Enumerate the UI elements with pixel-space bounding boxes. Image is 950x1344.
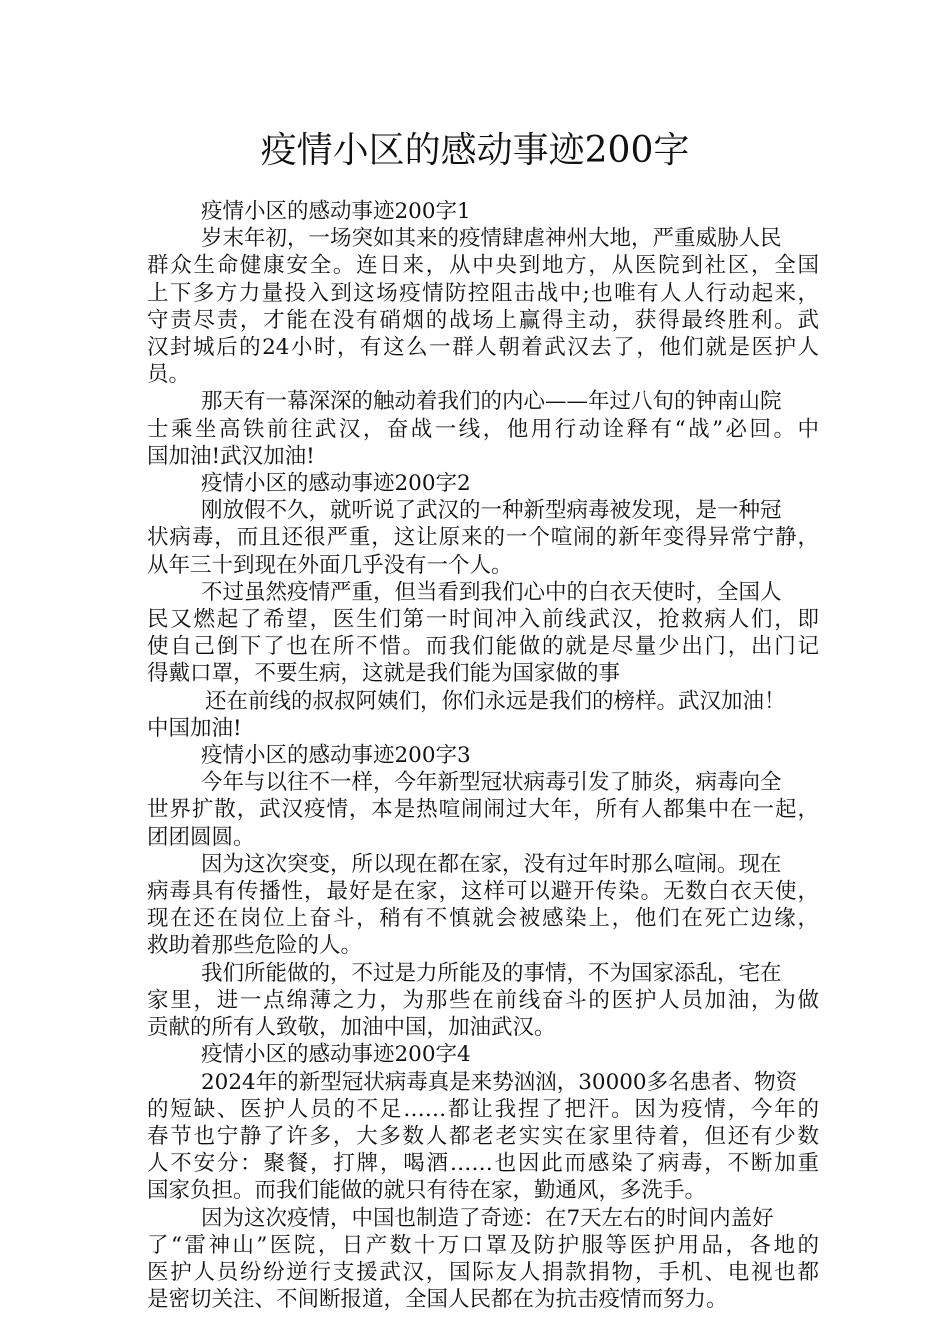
text-line: 我们所能做的，不过是力所能及的事情，不为国家添乱，宅在 bbox=[201, 960, 782, 986]
text-line: 疫情小区的感动事迹200字4 bbox=[201, 1042, 471, 1068]
text-line: 因为这次疫情，中国也制造了奇迹：在7天左右的时间内盖好 bbox=[201, 1205, 774, 1231]
text-line: 救助着那些危险的人。 bbox=[147, 933, 363, 959]
text-line: 员。 bbox=[147, 362, 191, 388]
document-body bbox=[147, 198, 819, 1313]
text-line: 还在前线的叔叔阿姨们，你们永远是我们的榜样。武汉加油！ bbox=[205, 688, 786, 714]
text-line: 状病毒，而且还很严重，这让原来的一个喧闹的新年变得异常宁静， bbox=[147, 525, 819, 551]
text-line: 那天有一幕深深的触动着我们的内心——年过八旬的钟南山院 bbox=[201, 389, 782, 415]
text-line: 国加油!武汉加油! bbox=[147, 443, 315, 469]
text-line: 今年与以往不一样，今年新型冠状病毒引发了肺炎，病毒向全 bbox=[201, 770, 782, 796]
text-line: 刚放假不久，就听说了武汉的一种新型病毒被发现，是一种冠 bbox=[201, 498, 782, 524]
text-line: 贡献的所有人致敬，加油中国，加油武汉。 bbox=[147, 1015, 556, 1041]
text-line: 上下多方力量投入到这场疫情防控阻击战中;也唯有人人行动起来， bbox=[147, 280, 819, 306]
text-line: 团团圆圆。 bbox=[147, 824, 255, 850]
text-line: 因为这次突变，所以现在都在家，没有过年时那么喧闹。现在 bbox=[201, 851, 782, 877]
text-line: 守责尽责，才能在没有硝烟的战场上赢得主动，获得最终胜利。武 bbox=[147, 307, 819, 333]
text-line: 中国加油! bbox=[147, 715, 242, 741]
text-line: 2024年的新型冠状病毒真是来势汹汹，30000多名患者、物资 bbox=[201, 1069, 798, 1095]
text-line: 疫情小区的感动事迹200字2 bbox=[201, 471, 471, 497]
text-line: 从年三十到现在外面几乎没有一个人。 bbox=[147, 552, 513, 578]
text-line: 人不安分：聚餐，打牌，喝酒……也因此而感染了病毒，不断加重 bbox=[147, 1151, 819, 1177]
text-line: 病毒具有传播性，最好是在家，这样可以避开传染。无数白衣天使， bbox=[147, 879, 819, 905]
text-line: 使自己倒下了也在所不惜。而我们能做的就是尽量少出门，出门记 bbox=[147, 634, 819, 660]
text-line: 春节也宁静了许多，大多数人都老老实实在家里待着，但还有少数 bbox=[147, 1123, 819, 1149]
text-line: 医护人员纷纷逆行支援武汉，国际友人捐款捐物，手机、电视也都 bbox=[147, 1259, 819, 1285]
text-line: 疫情小区的感动事迹200字1 bbox=[201, 199, 471, 224]
text-line: 疫情小区的感动事迹200字3 bbox=[201, 743, 471, 769]
text-line: 岁末年初，一场突如其来的疫情肆虐神州大地，严重威胁人民 bbox=[201, 226, 782, 252]
text-line: 得戴口罩，不要生病，这就是我们能为国家做的事 bbox=[147, 661, 621, 687]
text-line: 是密切关注、不间断报道，全国人民都在为抗击疫情而努力。 bbox=[147, 1287, 728, 1313]
text-line: 民又燃起了希望，医生们第一时间冲入前线武汉，抢救病人们，即 bbox=[147, 607, 819, 633]
text-line: 家里，进一点绵薄之力，为那些在前线奋斗的医护人员加油，为做 bbox=[147, 987, 819, 1013]
text-line: 士乘坐高铁前往武汉，奋战一线，他用行动诠释有“战”必回。中 bbox=[147, 416, 819, 442]
text-line: 汉封城后的24小时，有这么一群人朝着武汉去了，他们就是医护人 bbox=[147, 335, 819, 361]
document-title: 疫情小区的感动事迹200字 bbox=[260, 130, 690, 171]
text-line: 现在还在岗位上奋斗，稍有不慎就会被感染上，他们在死亡边缘， bbox=[147, 906, 819, 932]
text-line: 不过虽然疫情严重，但当看到我们心中的白衣天使时，全国人 bbox=[201, 579, 782, 605]
text-line: 群众生命健康安全。连日来，从中央到地方，从医院到社区，全国 bbox=[147, 253, 819, 279]
text-line: 的短缺、医护人员的不足……都让我捏了把汗。因为疫情，今年的 bbox=[147, 1096, 819, 1122]
text-line: 了“雷神山”医院，日产数十万口罩及防护服等医护用品，各地的 bbox=[147, 1232, 819, 1258]
text-line: 国家负担。而我们能做的就只有待在家，勤通风，多洗手。 bbox=[147, 1178, 707, 1204]
text-line: 世界扩散，武汉疫情，本是热喧闹闹过大年，所有人都集中在一起， bbox=[147, 797, 819, 823]
